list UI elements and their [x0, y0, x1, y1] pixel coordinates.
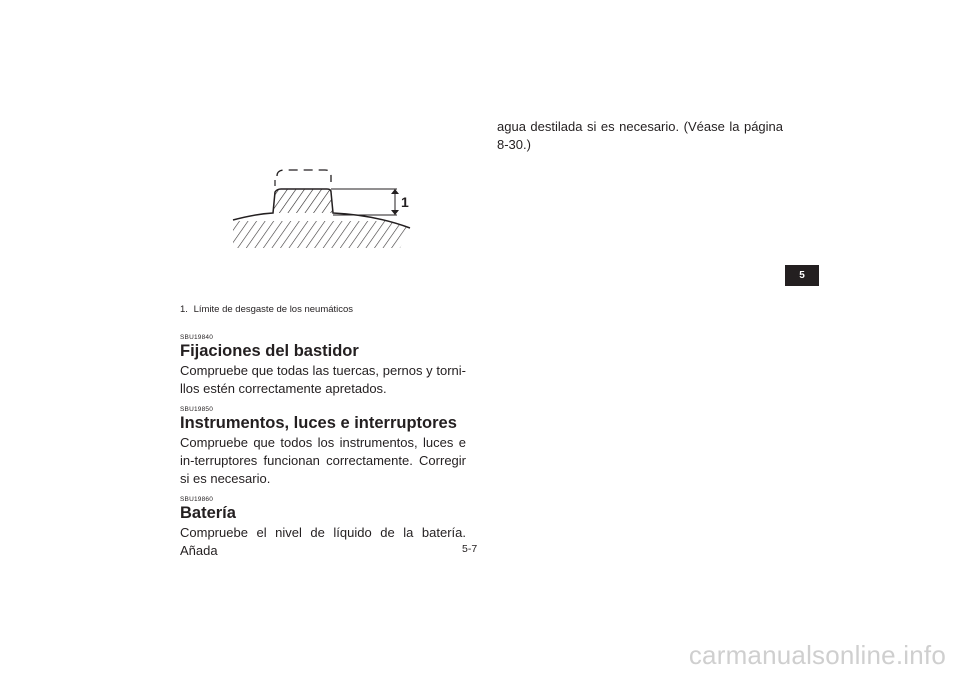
- section-body: Compruebe que todas las tuercas, pernos y torni-llos estén correctamente apretados.: [180, 363, 466, 396]
- section-body: Compruebe que todos los instrumentos, luces e in-terruptores funcionan correctamente. Corregir si es necesario.: [180, 435, 466, 486]
- caption-text: Límite de desgaste de los neumáticos: [193, 304, 354, 315]
- section-body: Compruebe el nivel de líquido de la batería. Añada: [180, 525, 466, 558]
- section-heading: Instrumentos, luces e interruptores: [180, 414, 457, 432]
- figure-caption: [180, 304, 353, 315]
- section-code: SBU19860: [180, 496, 214, 503]
- tire-tread-wear-limit-diagram: [225, 168, 415, 248]
- section-code: SBU19840: [180, 334, 214, 341]
- section-heading: Batería: [180, 504, 236, 522]
- continued-text: agua destilada si es necesario. (Véase la página 8-30.): [497, 119, 783, 152]
- section-heading: Fijaciones del bastidor: [180, 342, 359, 360]
- section-code: SBU19850: [180, 406, 214, 413]
- chapter-tab: 5: [785, 265, 819, 286]
- watermark: carmanualsonline.info: [688, 640, 946, 670]
- caption-number: 1.: [180, 304, 188, 315]
- callout-number: 1: [401, 194, 409, 210]
- page-number: 5-7: [462, 543, 478, 555]
